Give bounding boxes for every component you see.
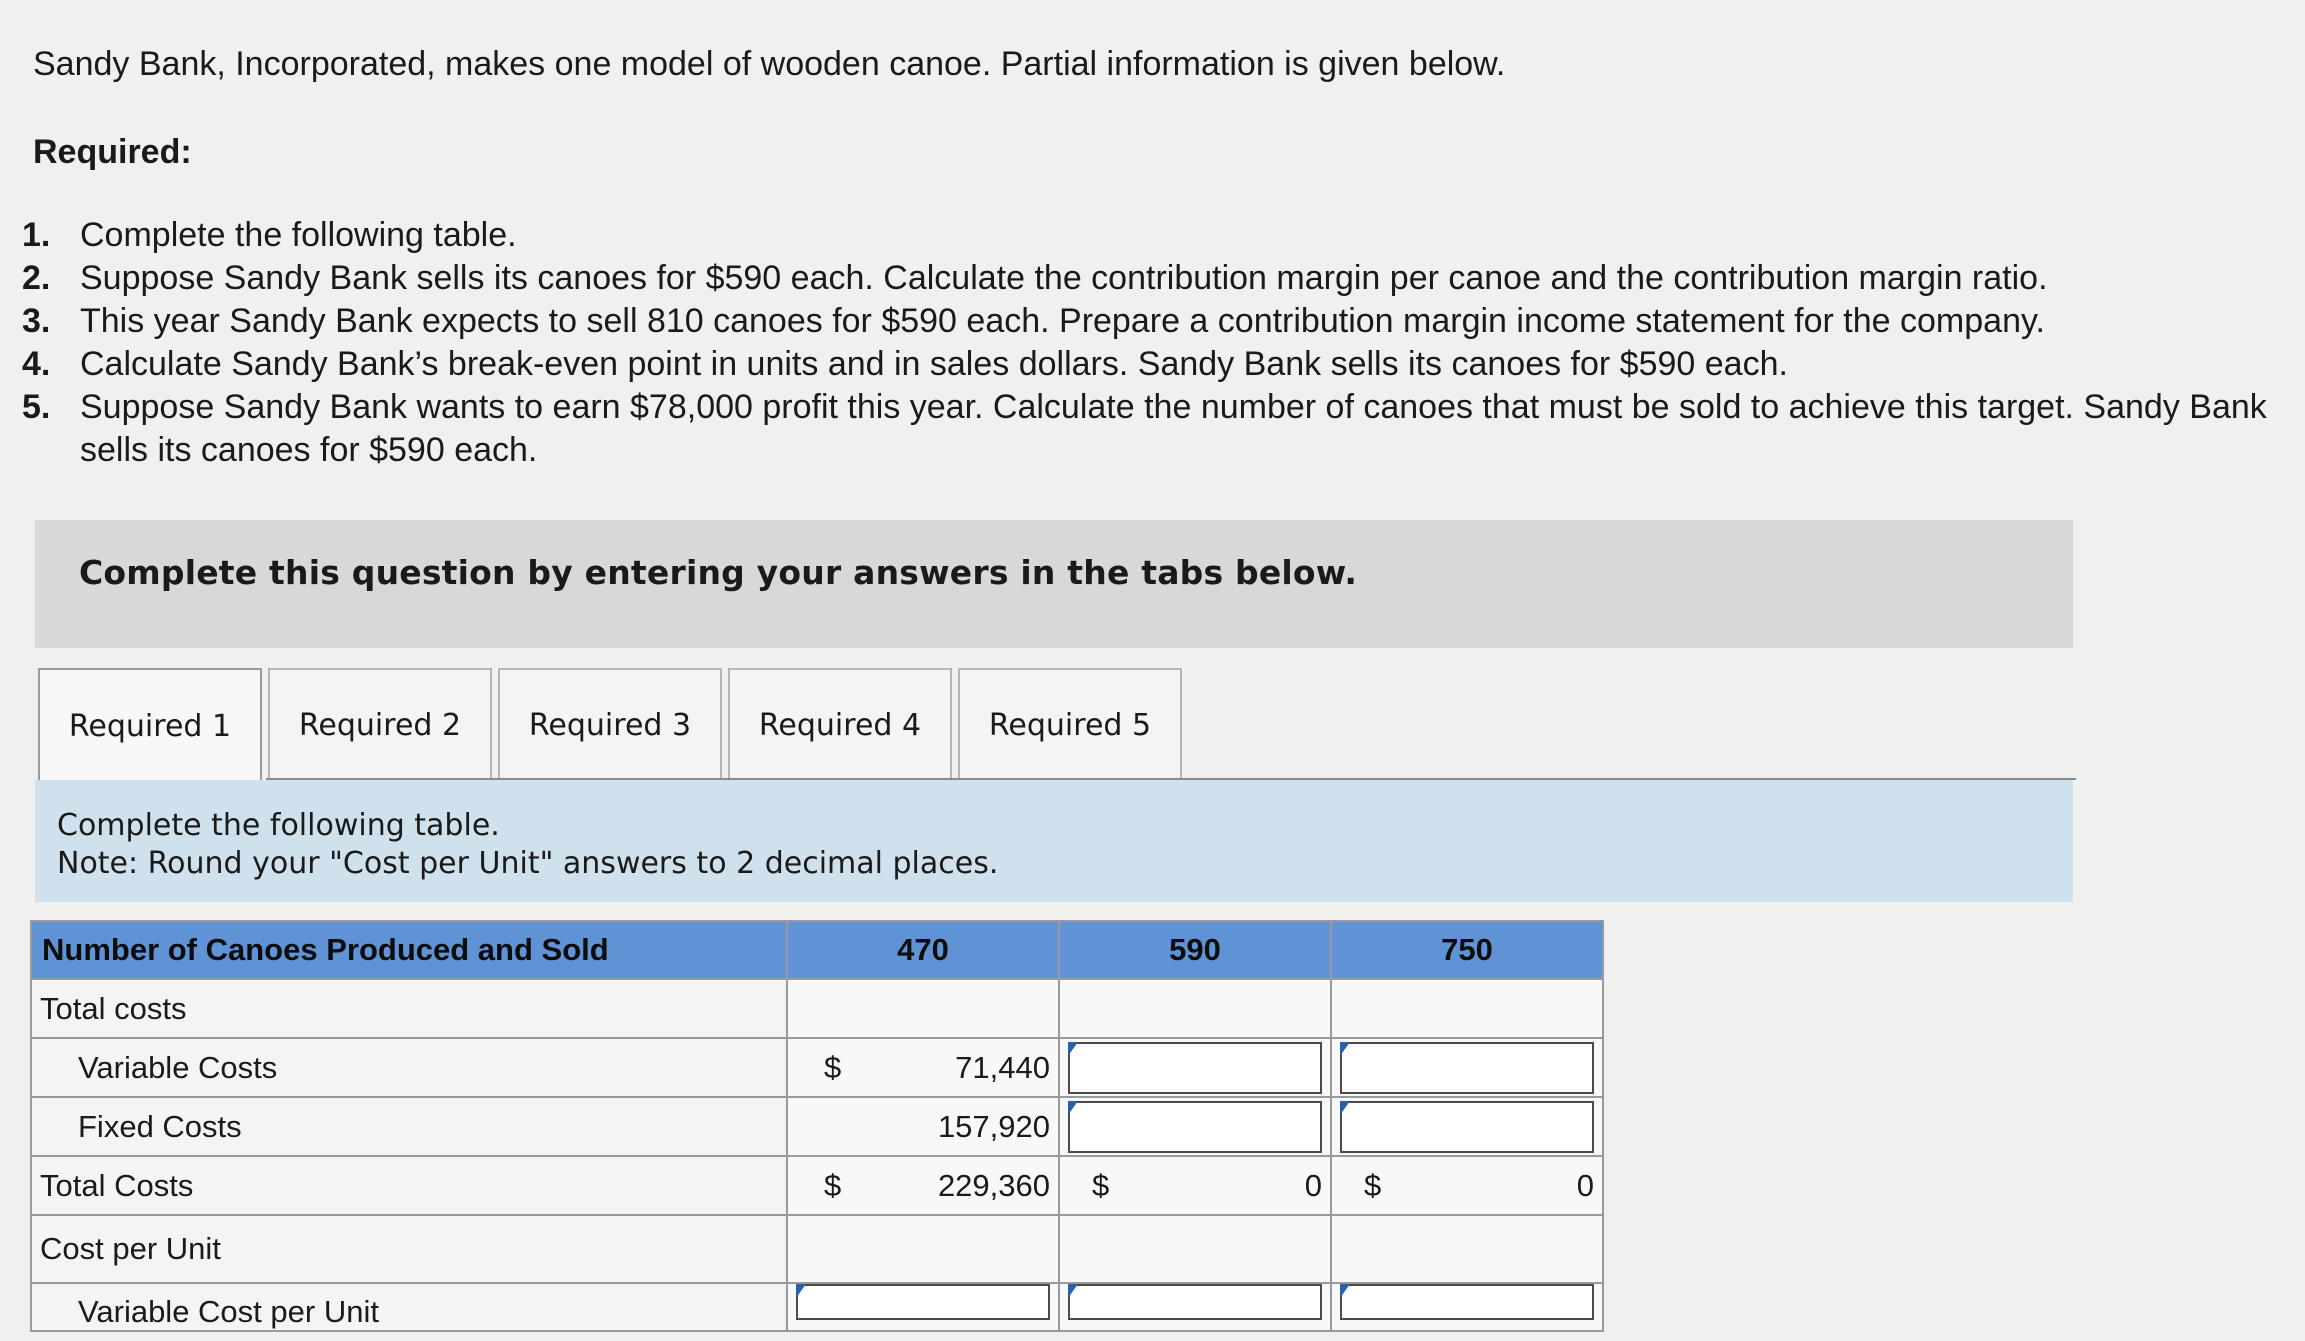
requirement-text: This year Sandy Bank expects to sell 810 canoes for $590 each. Prepare a contribution margin income statement for the company. <box>80 302 2045 340</box>
empty-cell <box>787 979 1059 1038</box>
total-costs-470-value: 229,360 <box>937 1167 1050 1203</box>
requirement-text: Calculate Sandy Bank’s break-even point in units and in sales dollars. Sandy Bank sells its canoes for $590 each. <box>80 345 1788 383</box>
fixed-costs-label: Fixed Costs <box>31 1097 787 1156</box>
cost-per-unit-heading: Cost per Unit <box>31 1215 787 1283</box>
table-header-row <box>31 921 1603 979</box>
instruction-line-1: Complete the following table. <box>57 808 500 843</box>
vcpu-470-cell <box>787 1283 1059 1331</box>
requirement-item <box>22 343 2292 386</box>
fixed-costs-470: 157,920 <box>787 1097 1059 1156</box>
header-units-1: 470 <box>787 921 1059 979</box>
empty-cell <box>787 1215 1059 1283</box>
currency-symbol: $ <box>824 1167 842 1203</box>
requirements-list <box>22 214 2292 472</box>
requirement-item <box>22 300 2292 343</box>
vcpu-590-cell <box>1059 1283 1331 1331</box>
tab-bar <box>38 668 1188 780</box>
variable-cost-per-unit-590-input[interactable] <box>1068 1284 1322 1320</box>
vcpu-750-cell <box>1331 1283 1603 1331</box>
variable-cost-per-unit-750-input[interactable] <box>1340 1284 1594 1320</box>
table-row <box>31 1156 1603 1215</box>
variable-costs-590-input[interactable] <box>1068 1042 1322 1094</box>
total-costs-590-value: 0 <box>1304 1167 1322 1203</box>
cost-table <box>30 920 1604 1332</box>
variable-costs-590-cell <box>1059 1038 1331 1097</box>
currency-symbol: $ <box>1092 1167 1110 1203</box>
total-costs-heading: Total costs <box>31 979 787 1038</box>
table-row <box>31 1038 1603 1097</box>
total-costs-750 <box>1331 1156 1603 1215</box>
variable-cost-per-unit-470-input[interactable] <box>796 1284 1050 1320</box>
fixed-costs-750-cell <box>1331 1097 1603 1156</box>
variable-costs-label: Variable Costs <box>31 1038 787 1097</box>
empty-cell <box>1059 979 1331 1038</box>
variable-costs-750-input[interactable] <box>1340 1042 1594 1094</box>
fixed-costs-590-cell <box>1059 1097 1331 1156</box>
table-row <box>31 1097 1603 1156</box>
banner-text: Complete this question by entering your answers in the tabs below. <box>79 553 1358 592</box>
requirement-number: 3. <box>22 302 51 340</box>
instructions-banner <box>35 520 2073 648</box>
empty-cell <box>1059 1215 1331 1283</box>
tab-required-1[interactable]: Required 1 <box>38 668 262 782</box>
instruction-note: Note: Round your "Cost per Unit" answers to 2 decimal places. <box>57 846 999 881</box>
tab-required-4[interactable]: Required 4 <box>728 668 952 780</box>
table-row <box>31 979 1603 1038</box>
variable-costs-value: 71,440 <box>955 1049 1050 1085</box>
header-units-3: 750 <box>1331 921 1603 979</box>
header-units-2: 590 <box>1059 921 1331 979</box>
requirement-text: Suppose Sandy Bank sells its canoes for $590 each. Calculate the contribution margin per canoe and the contribution margin ratio. <box>80 259 2048 297</box>
requirement-number: 2. <box>22 259 51 297</box>
variable-costs-470 <box>787 1038 1059 1097</box>
empty-cell <box>1331 979 1603 1038</box>
requirement-item <box>22 386 2292 472</box>
table-row <box>31 1215 1603 1283</box>
total-costs-750-value: 0 <box>1576 1167 1594 1203</box>
header-label: Number of Canoes Produced and Sold <box>31 921 787 979</box>
requirement-item <box>22 257 2292 300</box>
variable-cost-per-unit-label: Variable Cost per Unit <box>31 1283 787 1331</box>
fixed-costs-590-input[interactable] <box>1068 1101 1322 1153</box>
table-row <box>31 1283 1603 1331</box>
required-heading: Required: <box>33 133 192 171</box>
tab-required-5[interactable]: Required 5 <box>958 668 1182 780</box>
total-costs-470 <box>787 1156 1059 1215</box>
fixed-costs-750-input[interactable] <box>1340 1101 1594 1153</box>
requirement-text: Complete the following table. <box>80 216 517 254</box>
intro-text: Sandy Bank, Incorporated, makes one model of wooden canoe. Partial information is given below. <box>33 45 1506 83</box>
tab-instructions <box>35 780 2073 902</box>
variable-costs-750-cell <box>1331 1038 1603 1097</box>
requirement-number: 4. <box>22 345 51 383</box>
currency-symbol: $ <box>1364 1167 1382 1203</box>
tab-required-2[interactable]: Required 2 <box>268 668 492 780</box>
requirement-number: 1. <box>22 216 51 254</box>
requirement-item <box>22 214 2292 257</box>
total-costs-label: Total Costs <box>31 1156 787 1215</box>
requirement-text: Suppose Sandy Bank wants to earn $78,000 profit this year. Calculate the number of canoes that must be sold to achieve this target. Sandy Bank sells its canoes for $590 each. <box>80 388 2267 469</box>
currency-symbol: $ <box>824 1049 842 1085</box>
tab-required-3[interactable]: Required 3 <box>498 668 722 780</box>
total-costs-590 <box>1059 1156 1331 1215</box>
requirement-number: 5. <box>22 388 51 426</box>
empty-cell <box>1331 1215 1603 1283</box>
